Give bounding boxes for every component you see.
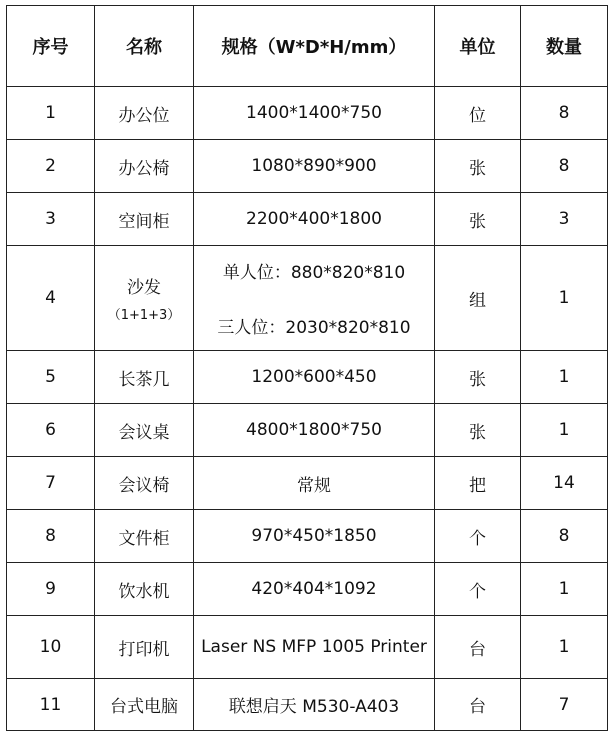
- cell-qty: 3: [521, 193, 608, 246]
- table-row: [7, 679, 608, 731]
- cell-name-main: 沙发: [127, 278, 161, 298]
- table-row: [7, 404, 608, 457]
- cell-unit: 位: [435, 87, 521, 140]
- cell-spec: 4800*1800*750: [194, 404, 435, 457]
- cell-name: 空间柜: [95, 193, 194, 246]
- spec-table: [6, 5, 608, 731]
- header-qty: 数量: [521, 6, 608, 87]
- header-row: [7, 6, 608, 87]
- table-row: [7, 87, 608, 140]
- cell-qty: 1: [521, 404, 608, 457]
- cell-name: 办公位: [95, 87, 194, 140]
- cell-no: 5: [7, 351, 95, 404]
- cell-name: 会议桌: [95, 404, 194, 457]
- cell-spec-line: 三人位：2030*820*810: [217, 318, 411, 338]
- cell-no: 11: [7, 679, 95, 731]
- cell-unit: 张: [435, 351, 521, 404]
- cell-no: 1: [7, 87, 95, 140]
- table-row: [7, 140, 608, 193]
- cell-spec-line: 单人位：880*820*810: [222, 263, 406, 283]
- cell-name: [95, 246, 194, 351]
- cell-spec: [194, 246, 435, 351]
- cell-spec: 1080*890*900: [194, 140, 435, 193]
- cell-spec: 常规: [194, 457, 435, 510]
- cell-unit: 张: [435, 140, 521, 193]
- cell-spec: 2200*400*1800: [194, 193, 435, 246]
- cell-no: 2: [7, 140, 95, 193]
- table-row: [7, 616, 608, 679]
- cell-unit: 组: [435, 246, 521, 351]
- cell-unit: 个: [435, 510, 521, 563]
- cell-qty: 7: [521, 679, 608, 731]
- cell-name-sub: （1+1+3）: [107, 308, 181, 323]
- cell-unit: 把: [435, 457, 521, 510]
- table-row: [7, 563, 608, 616]
- cell-name: 办公椅: [95, 140, 194, 193]
- cell-spec: 420*404*1092: [194, 563, 435, 616]
- cell-name: 台式电脑: [95, 679, 194, 731]
- header-no: 序号: [7, 6, 95, 87]
- cell-qty: 8: [521, 510, 608, 563]
- cell-spec: 联想启天 M530-A403: [194, 679, 435, 731]
- cell-spec: Laser NS MFP 1005 Printer: [194, 616, 435, 679]
- cell-no: 6: [7, 404, 95, 457]
- cell-name: 会议椅: [95, 457, 194, 510]
- cell-spec: 1400*1400*750: [194, 87, 435, 140]
- cell-qty: 8: [521, 140, 608, 193]
- cell-name: 文件柜: [95, 510, 194, 563]
- header-name: 名称: [95, 6, 194, 87]
- cell-qty: 14: [521, 457, 608, 510]
- cell-unit: 台: [435, 616, 521, 679]
- table-row: [7, 246, 608, 351]
- cell-no: 3: [7, 193, 95, 246]
- cell-qty: 1: [521, 563, 608, 616]
- table-row: [7, 510, 608, 563]
- cell-unit: 张: [435, 193, 521, 246]
- cell-qty: 8: [521, 87, 608, 140]
- cell-unit: 台: [435, 679, 521, 731]
- cell-qty: 1: [521, 246, 608, 351]
- cell-name: 长茶几: [95, 351, 194, 404]
- cell-name: 饮水机: [95, 563, 194, 616]
- cell-qty: 1: [521, 351, 608, 404]
- table-row: [7, 457, 608, 510]
- cell-spec: 970*450*1850: [194, 510, 435, 563]
- cell-qty: 1: [521, 616, 608, 679]
- header-spec: 规格（W*D*H/mm）: [194, 6, 435, 87]
- cell-no: 9: [7, 563, 95, 616]
- table-row: [7, 193, 608, 246]
- cell-no: 10: [7, 616, 95, 679]
- cell-no: 4: [7, 246, 95, 351]
- table-row: [7, 351, 608, 404]
- header-unit: 单位: [435, 6, 521, 87]
- cell-name: 打印机: [95, 616, 194, 679]
- cell-no: 7: [7, 457, 95, 510]
- cell-unit: 张: [435, 404, 521, 457]
- cell-no: 8: [7, 510, 95, 563]
- cell-spec: 1200*600*450: [194, 351, 435, 404]
- cell-unit: 个: [435, 563, 521, 616]
